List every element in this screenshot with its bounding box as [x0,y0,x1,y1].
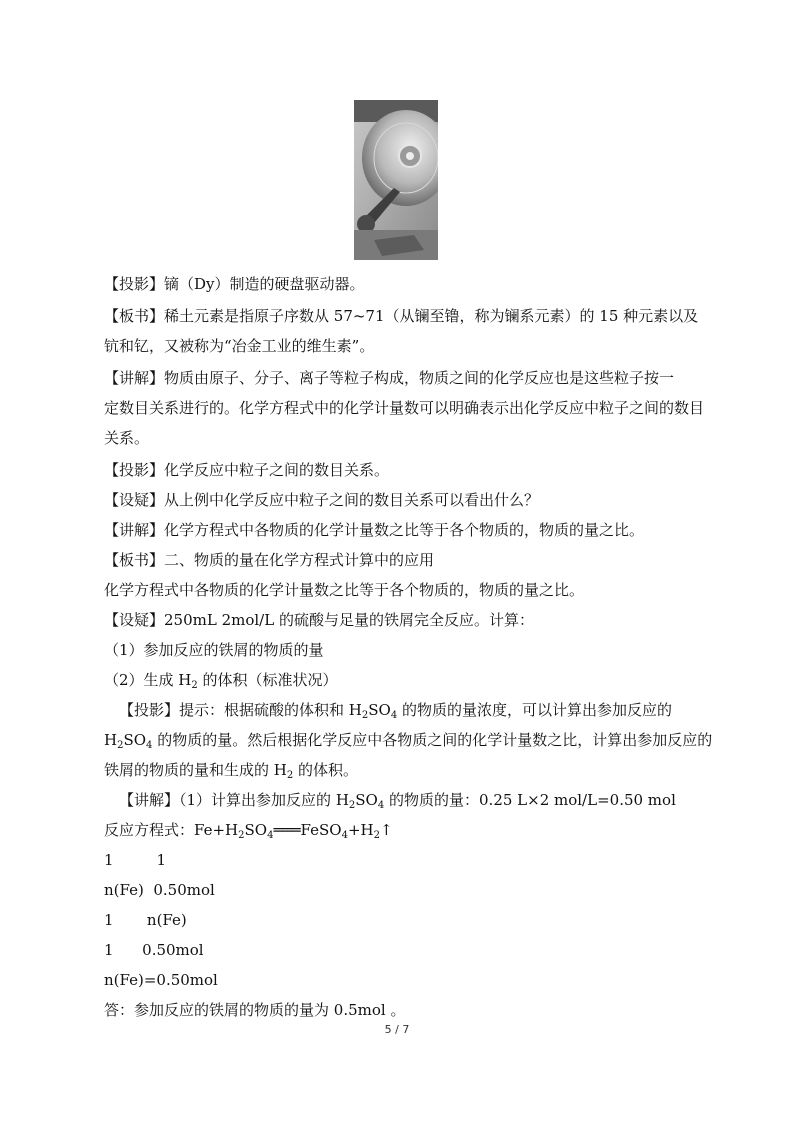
text-line: 定数目关系进行的。化学方程式中的化学计量数可以明确表示出化学反应中粒子之间的数目 [104,399,705,417]
hard-disk-drive-photo [354,100,438,260]
text-line: 【讲解】物质由原子、分子、离子等粒子构成，物质之间的化学反应也是这些粒子按一 [104,369,675,387]
page-number: 5 / 7 [384,1023,410,1036]
text-line: 【板书】稀土元素是指原子序数从 57~71（从镧至镥，称为镧系元素）的 15 种元素以及 [104,307,699,325]
text-line: 【设疑】从上例中化学反应中粒子之间的数目关系可以看出什么？ [104,491,540,509]
text-line: n(Fe)=0.50mol [104,971,218,989]
text-line: 【设疑】250mL 2mol/L 的硫酸与足量的铁屑完全反应。计算： [104,611,534,629]
equation-line: 反应方程式：$Fe+H_2SO_4═══FeSO_4+H_2↑$ [104,821,393,841]
text-line: 钪和钇，又被称为“冶金工业的维生素”。 [104,337,375,355]
text-line: 关系。 [104,429,150,447]
text-line: 化学方程式中各物质的化学计量数之比等于各个物质的，物质的量之比。 [104,581,585,599]
text-line: （1）参加反应的铁屑的物质的量 [104,641,324,659]
text-line: 【投影】化学反应中粒子之间的数目关系。 [104,461,390,479]
text-line: 【投影】镝（Dy）制造的硬盘驱动器。 [104,275,365,293]
answer-line: 答：参加反应的铁屑的物质的量为 0.5mol 。 [104,1001,406,1019]
text-line: 1 n(Fe) [104,911,187,929]
text-line: 【投影】提示：根据硫酸的体积和 $H_2SO_4$ 的物质的量浓度，可以计算出参加反应的 [119,701,672,721]
text-line: （2）生成 $H_2$ 的体积（标准状况） [104,671,338,691]
text-line: 铁屑的物质的量和生成的 $H_2$ 的体积。 [104,761,359,781]
text-line: 1 0.50mol [104,941,204,959]
text-line: 【讲解】（1）计算出参加反应的 $H_2SO_4$ 的物质的量：0.25 L×2 mol/L=0.50 mol [119,791,676,811]
text-line: 1 1 [104,851,166,869]
text-line: $H_2SO_4$ 的物质的量。然后根据化学反应中各物质之间的化学计量数之比，计算出参加反应的 [104,731,713,751]
text-line: 【讲解】化学方程式中各物质的化学计量数之比等于各个物质的，物质的量之比。 [104,521,645,539]
text-line: n(Fe) 0.50mol [104,881,215,899]
text-line: 【板书】二、物质的量在化学方程式计算中的应用 [104,551,435,569]
